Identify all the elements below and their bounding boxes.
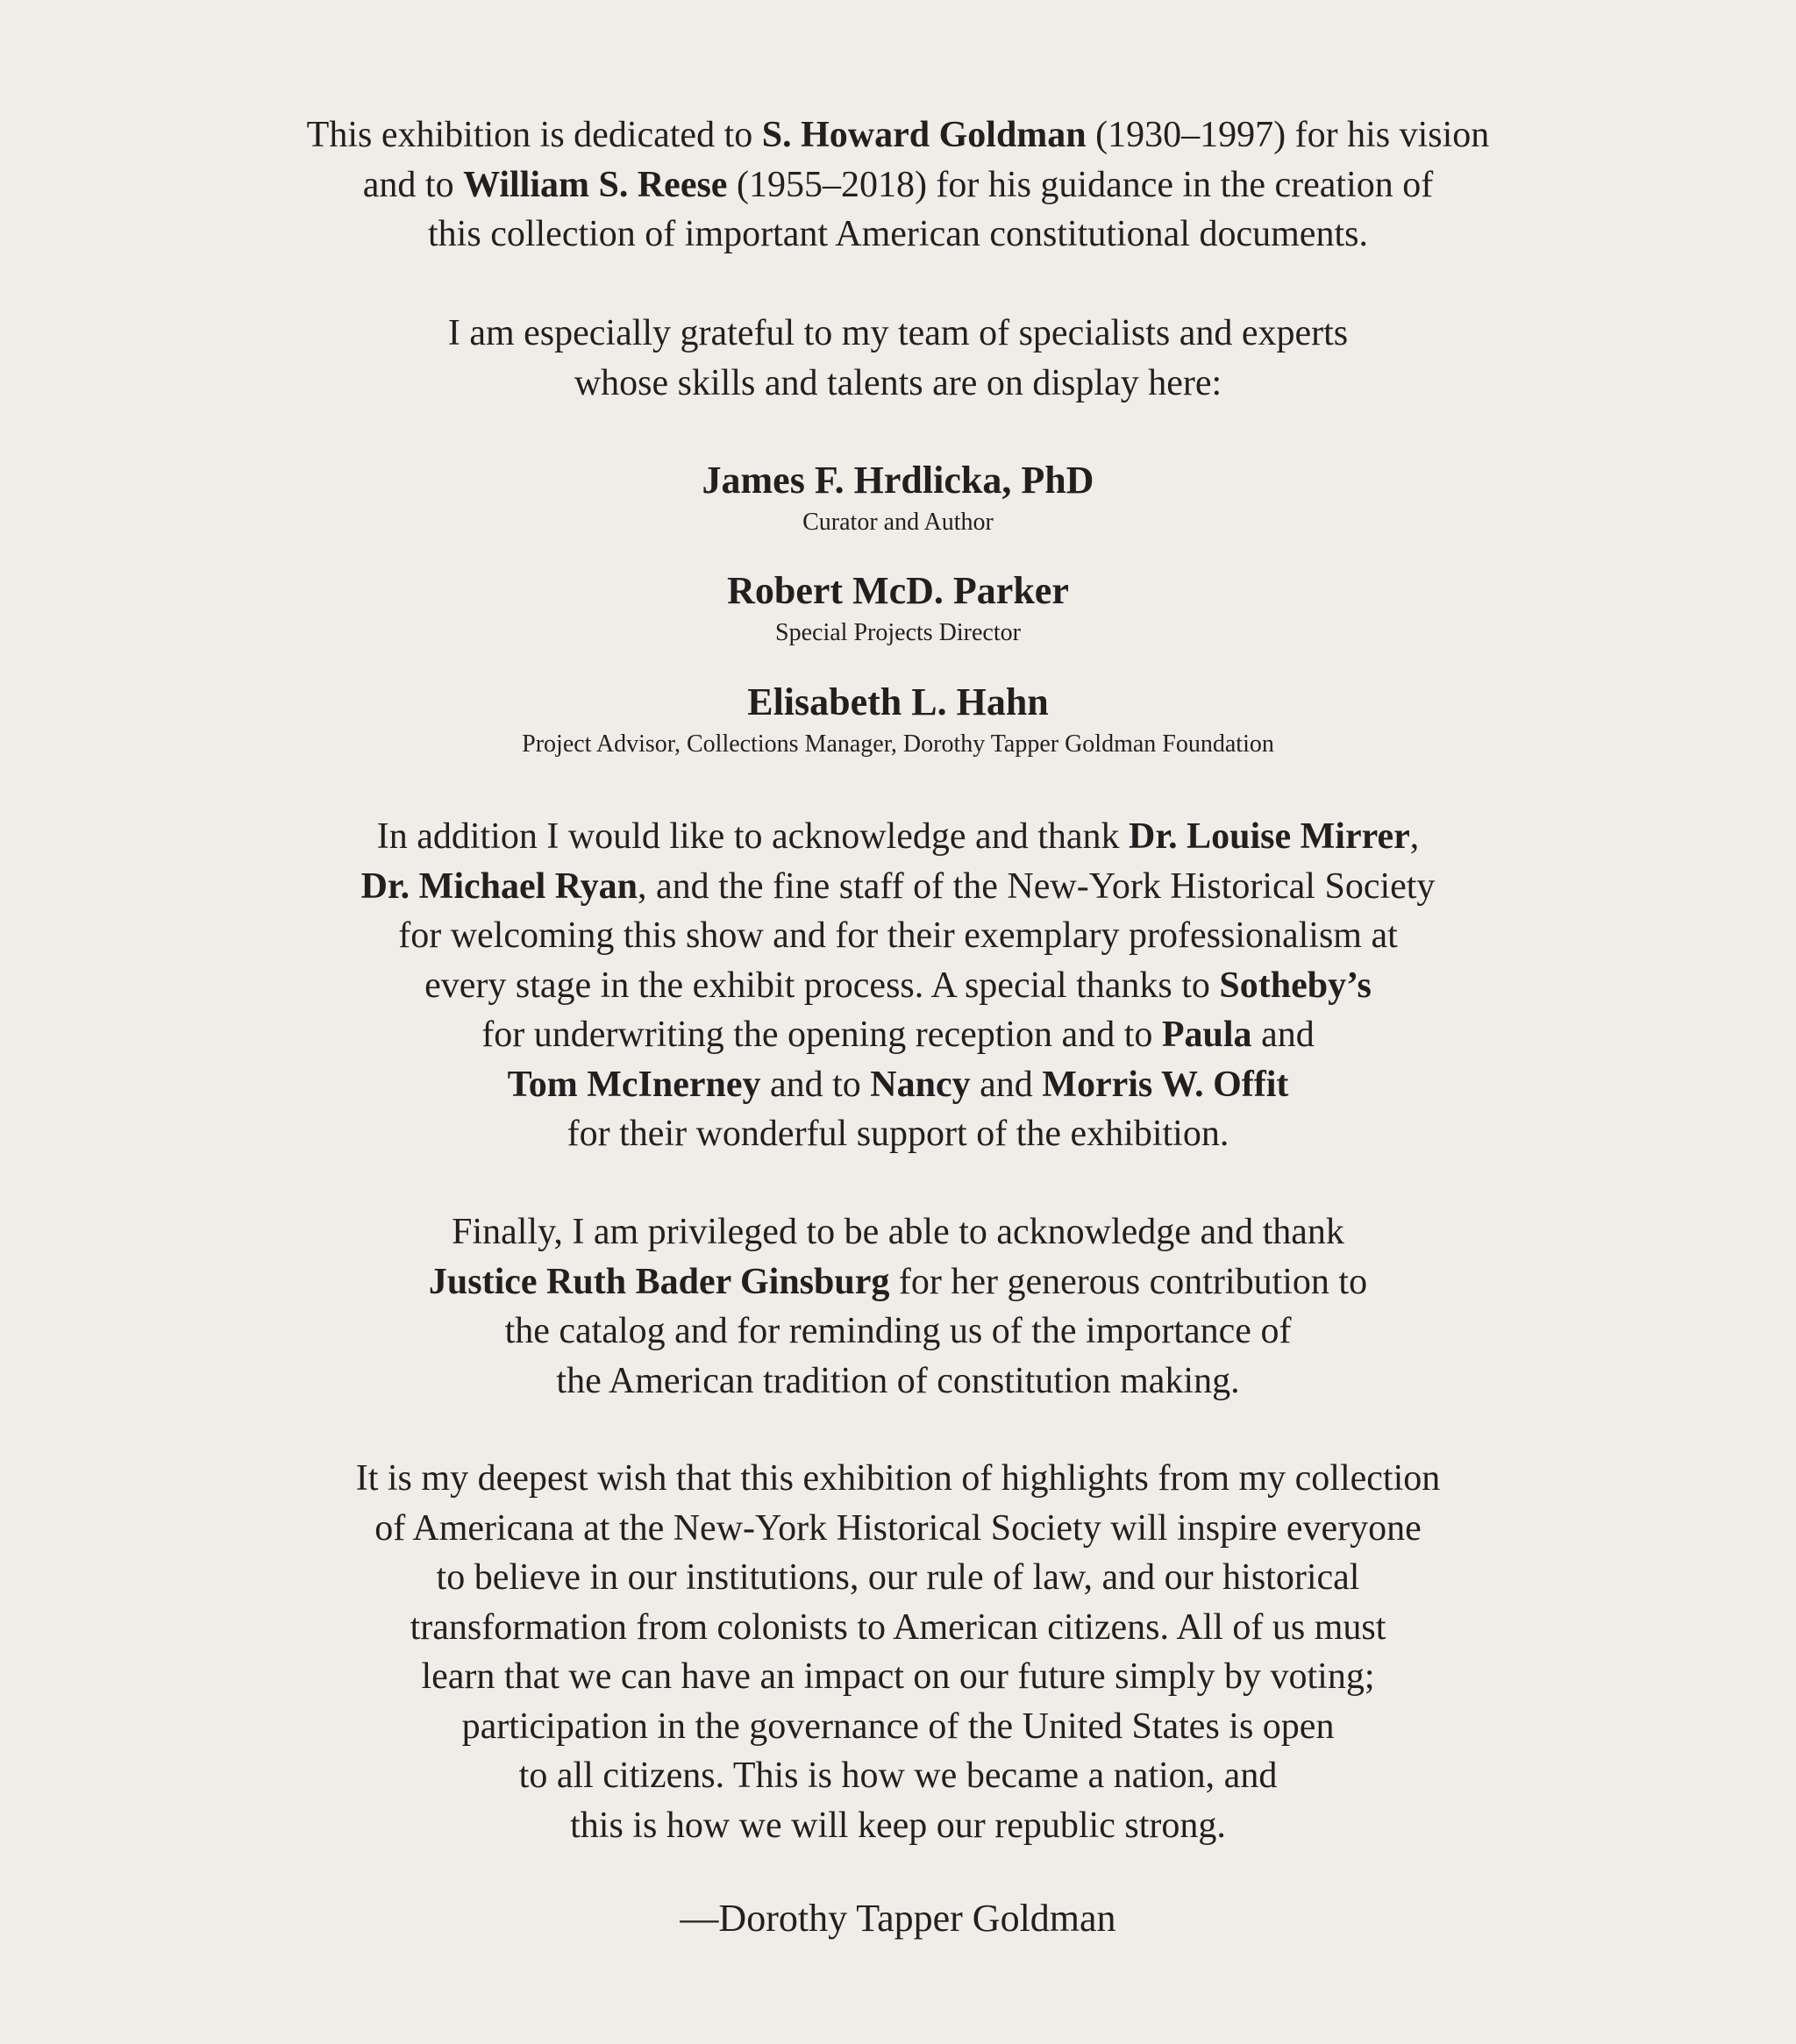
text-line: every stage in the exhibit process. A special thanks to Sotheby’s: [424, 965, 1372, 1006]
honoree-name: S. Howard Goldman: [761, 115, 1087, 155]
acknowledged-name: Dr. Louise Mirrer: [1129, 816, 1410, 857]
text-line: In addition I would like to acknowledge and thank Dr. Louise Mirrer,: [376, 816, 1420, 857]
text-line: of Americana at the New-York Historical Society will inspire everyone: [374, 1507, 1422, 1549]
text-line: the American tradition of constitution making.: [556, 1360, 1240, 1401]
text-line: and to William S. Reese (1955–2018) for his guidance in the creation of: [362, 164, 1434, 205]
text-line: for their wonderful support of the exhibition.: [567, 1114, 1229, 1154]
team-member-role: Special Projects Director: [775, 619, 1021, 646]
text-line: Tom McInerney and to Nancy and Morris W. Offit: [507, 1064, 1289, 1105]
acknowledgment-paragraph: [196, 812, 1600, 1159]
team-member: [196, 456, 1600, 540]
team-member: [196, 566, 1600, 651]
acknowledged-name: Morris W. Offit: [1042, 1064, 1289, 1105]
signature: —Dorothy Tapper Goldman: [680, 1897, 1116, 1940]
acknowledged-name: Sotheby’s: [1219, 965, 1372, 1006]
text-line: It is my deepest wish that this exhibition of highlights from my collection: [355, 1458, 1441, 1499]
text-line: transformation from colonists to American citizens. All of us must: [410, 1606, 1386, 1648]
text-line: for welcoming this show and for their exemplary professionalism at: [398, 915, 1398, 956]
team-member-name: Robert McD. Parker: [727, 569, 1069, 612]
text-line: whose skills and talents are on display here:: [574, 362, 1222, 403]
honoree-name: William S. Reese: [463, 164, 728, 205]
team-member-role: Curator and Author: [802, 509, 994, 536]
text-line: This exhibition is dedicated to S. Howard Goldman (1930–1997) for his vision: [306, 115, 1490, 155]
acknowledged-name: Paula: [1161, 1015, 1252, 1055]
team-member-role: Project Advisor, Collections Manager, Dorothy Tapper Goldman Foundation: [522, 730, 1274, 758]
text-line: to believe in our institutions, our rule of law, and our historical: [436, 1557, 1360, 1598]
wish-paragraph: [196, 1454, 1600, 1850]
text-line: this is how we will keep our republic strong.: [570, 1805, 1226, 1846]
text-line: participation in the governance of the United States is open: [461, 1706, 1335, 1747]
text-line: for underwriting the opening reception and to Paula and: [481, 1015, 1315, 1055]
team-member-name: Elisabeth L. Hahn: [747, 680, 1049, 723]
acknowledged-name: Tom McInerney: [507, 1064, 761, 1105]
acknowledged-name: Nancy: [870, 1064, 971, 1105]
text-line: to all citizens. This is how we became a nation, and: [518, 1756, 1278, 1796]
text-line: learn that we can have an impact on our future simply by voting;: [421, 1656, 1375, 1697]
finally-paragraph: [196, 1207, 1600, 1406]
text-line: the catalog and for reminding us of the importance of: [504, 1311, 1292, 1351]
team-member-name: James F. Hrdlicka, PhD: [702, 459, 1094, 502]
text-line: Justice Ruth Bader Ginsburg for her generous contribution to: [428, 1261, 1368, 1302]
gratitude-paragraph: [196, 309, 1600, 408]
text-line: Finally, I am privileged to be able to acknowledge and thank: [452, 1212, 1344, 1252]
acknowledged-name: Justice Ruth Bader Ginsburg: [428, 1261, 890, 1302]
team-member: [196, 678, 1600, 762]
text-line: I am especially grateful to my team of specialists and experts: [447, 313, 1349, 353]
text-line: Dr. Michael Ryan, and the fine staff of the New-York Historical Society: [360, 865, 1436, 907]
dedication-paragraph: [196, 110, 1600, 260]
acknowledged-name: Dr. Michael Ryan: [360, 865, 638, 907]
text-line: this collection of important American constitutional documents.: [428, 214, 1368, 254]
